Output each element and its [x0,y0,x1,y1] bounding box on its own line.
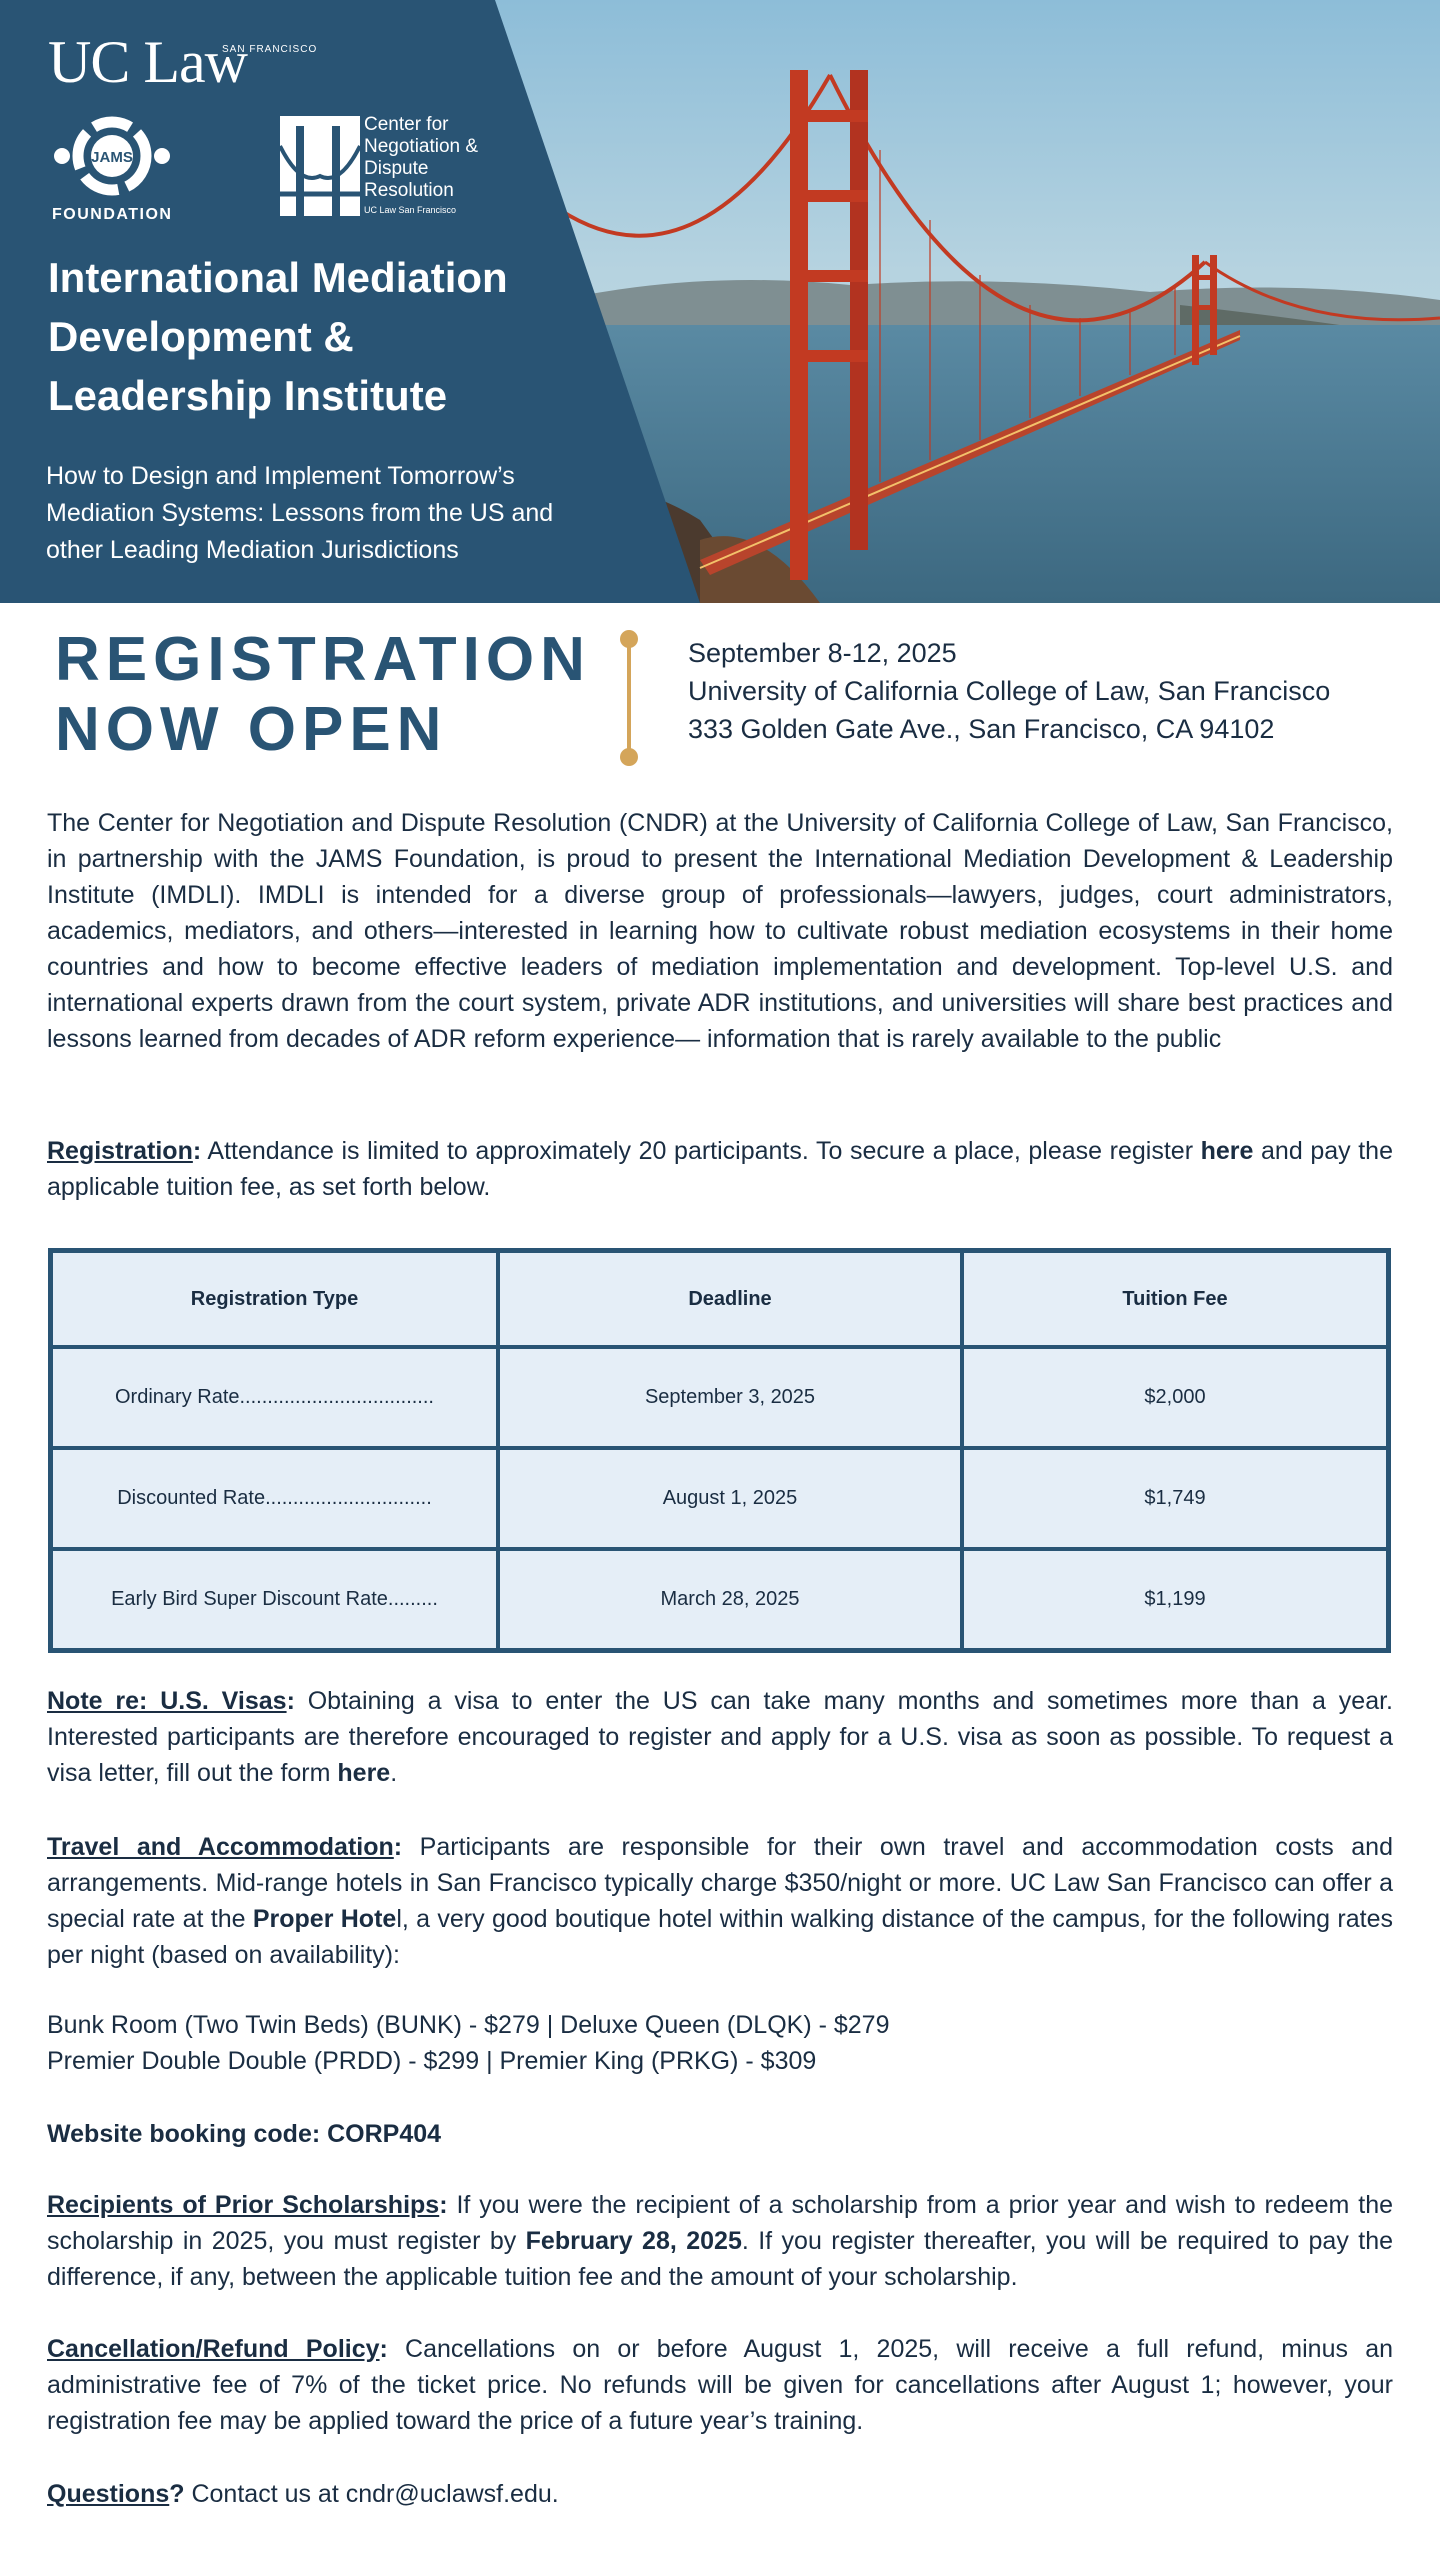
table-header-row [51,1251,1389,1348]
hotel-rates-line: Premier Double Double (PRDD) - $299 | Premier King (PRKG) - $309 [47,2047,817,2075]
table-cell-tuition-fee: $2,000 [962,1347,1389,1448]
jams-badge-text: JAMS [91,149,133,166]
table-cell-deadline: March 28, 2025 [498,1549,962,1651]
table-cell-tuition-fee: $1,199 [962,1549,1389,1651]
registration-heading: Registration [47,1137,193,1165]
table-cell-registration-type: Discounted Rate.............................. [51,1448,499,1549]
register-here-link[interactable]: here [1200,1137,1254,1165]
hotel-rates [47,2007,1393,2079]
scholarship-paragraph: Recipients of Prior Scholarships: If you were the recipient of a scholarship from a prior year and wish to redeem the scholarship in 2025, you must register by February 28, 2025. If you register thereafter, you will be required to pay the difference, if any, between the applicable tuition fee and the amount of your scholarship. [47,2191,1394,2291]
table-cell-tuition-fee: $1,749 [962,1448,1389,1549]
registration-open-headline: REGISTRATION NOW OPEN [55,625,591,764]
intro-paragraph: The Center for Negotiation and Dispute Resolution (CNDR) at the University of California College of Law, San Francisco, in partnership with the JAMS Foundation, is proud to present the International Mediation Development & Leadership Institute (IMDLI). IMDLI is intended for a diverse group of professionals—lawyers, judges, court administrators, academics, mediators, and others—interested in learning how to cultivate robust mediation ecosystems in their home countries and how to become effective leaders of mediation implementation and development. Top-level U.S. and international experts drawn from the court system, private ADR institutions, and universities will share best practices and lessons learned from decades of ADR reform experience— information that is rarely available to the public [47,809,1393,1053]
gold-divider [618,628,640,768]
registration-paragraph: Registration: Attendance is limited to approximately 20 participants. To secure a place, please register here and pay the applicable tuition fee, as set forth below. [47,1137,1393,1201]
hero-banner [0,0,1440,603]
scholarship-heading: Recipients of Prior Scholarships [47,2191,440,2219]
visa-heading: Note re: U.S. Visas [47,1687,287,1715]
table-cell-registration-type: Early Bird Super Discount Rate......... [51,1549,499,1651]
cancellation-heading: Cancellation/Refund Policy [47,2335,380,2363]
travel-heading: Travel and Accommodation [47,1833,394,1861]
jams-foundation-label: FOUNDATION [52,206,173,223]
proper-hotel-name: Proper Hote [252,1905,397,1933]
event-details [688,634,1330,748]
hotel-rates-line: Bunk Room (Two Twin Beds) (BUNK) - $279 | Deluxe Queen (DLQK) - $279 [47,2011,890,2039]
table-row [51,1549,1389,1651]
cndr-bridge-logo [280,116,360,216]
visa-paragraph: Note re: U.S. Visas: Obtaining a visa to enter the US can take many months and sometimes more than a year. Interested participants are therefore encouraged to register and apply for a U.S. visa as soon as possible. To request a visa letter, fill out the form here. [47,1687,1393,1787]
cancellation-paragraph: Cancellation/Refund Policy: Cancellations on or before August 1, 2025, will receive a full refund, minus an administrative fee of 7% of the ticket price. No refunds will be given for cancellations after August 1; however, your registration fee may be applied toward the price of a future year’s training. [47,2335,1393,2435]
uc-law-logo: UC Law [48,29,247,95]
travel-paragraph: Travel and Accommodation: Participants are responsible for their own travel and accommodation costs and arrangements. Mid-range hotels in San Francisco typically charge $350/night or more. UC Law San Francisco can offer a special rate at the Proper Hotel, a very good boutique hotel within walking distance of the campus, for the following rates per night (based on availability): [47,1833,1393,1969]
column-header-tuition-fee: Tuition Fee [962,1251,1389,1348]
table-cell-deadline: August 1, 2025 [498,1448,962,1549]
cndr-logo-caption: UC Law San Francisco [364,205,457,215]
event-address: 333 Golden Gate Ave., San Francisco, CA 94102 [688,714,1275,744]
column-header-deadline: Deadline [498,1251,962,1348]
cndr-logo-text: Center for Negotiation & Dispute Resolution [364,114,479,201]
scholarship-deadline: February 28, 2025 [525,2227,742,2255]
questions-paragraph: Questions? Contact us at cndr@uclawsf.edu. [47,2480,559,2508]
visa-form-here-link[interactable]: here [337,1759,391,1787]
page-title: International Mediation Development & Leadership Institute [48,254,508,419]
contact-email[interactable]: Contact us at cndr@uclawsf.edu. [184,2480,559,2508]
page-subtitle: How to Design and Implement Tomorrow’s Mediation Systems: Lessons from the US and other Leading Mediation Jurisdictions [46,462,554,564]
questions-heading: Questions [47,2480,170,2508]
uc-law-logo-subtitle: SAN FRANCISCO [222,44,318,55]
column-header-registration-type: Registration Type [51,1251,499,1348]
table-row [51,1347,1389,1448]
booking-code: Website booking code: CORP404 [47,2120,442,2148]
event-dates: September 8-12, 2025 [688,638,957,668]
table-row [51,1448,1389,1549]
event-venue: University of California College of Law, San Francisco [688,676,1331,706]
tuition-fee-table [48,1248,1391,1653]
table-cell-registration-type: Ordinary Rate................................... [51,1347,499,1448]
table-cell-deadline: September 3, 2025 [498,1347,962,1448]
